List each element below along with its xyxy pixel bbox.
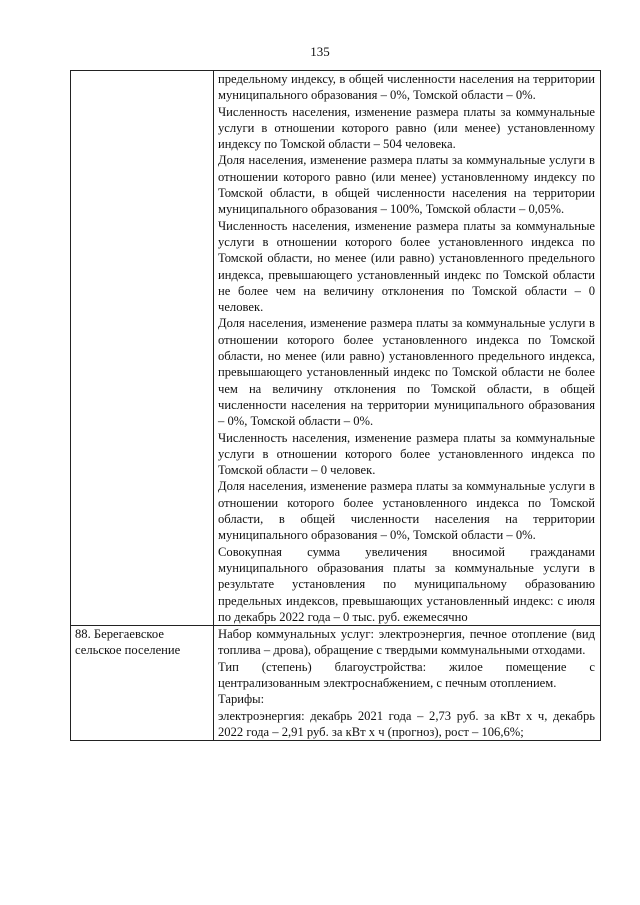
paragraph: Тип (степень) благоустройства: жилое помещение с централизованным электроснабжением, с печным отоплением.	[218, 659, 595, 690]
description-cell	[214, 626, 601, 741]
municipality-cell	[71, 71, 214, 626]
paragraph: предельному индексу, в общей численности населения на территории муниципального образования – 0%, Томской области – 0%.	[218, 72, 595, 103]
description-cell	[214, 71, 601, 626]
paragraph: Набор коммунальных услуг: электроэнергия, печное отопление (вид топлива – дрова), обращение с твердыми коммунальными отходами.	[218, 627, 595, 658]
paragraph: Доля населения, изменение размера платы за коммунальные услуги в отношении которого равно (или менее) установленному индексу по Томской области, в общей численности населения на территории муниципального образования – 100%, Томской области – 0,05%.	[218, 153, 595, 217]
page-number: 135	[310, 44, 330, 59]
paragraph: Численность населения, изменение размера платы за коммунальные услуги в отношении которого более установленного индекса по Томской области – 0 человек.	[218, 430, 595, 478]
paragraph: Численность населения, изменение размера платы за коммунальные услуги в отношении которого более установленного индекса по Томской области, но менее (или равно) установленного предельного индекса, превышающего установленный индекс по Томской области не более чем на величину отклонения по Томской области – 0 человек.	[218, 218, 595, 315]
paragraph: Тарифы:	[218, 692, 265, 707]
paragraph: электроэнергия: декабрь 2021 года – 2,73 руб. за кВт x ч, декабрь 2022 года – 2,91 руб. за кВт x ч (прогноз), рост – 106,6%;	[218, 708, 595, 739]
table-row	[71, 71, 601, 626]
table-row	[71, 626, 601, 741]
document-table	[70, 70, 601, 741]
paragraph: Доля населения, изменение размера платы за коммунальные услуги в отношении которого более установленного индекса по Томской области, в общей численности населения на территории муниципального образования – 0%, Томской области – 0%.	[218, 479, 595, 543]
paragraph: Совокупная сумма увеличения вносимой гражданами муниципального образования платы за коммунальные услуги в результате установления по муниципальному образованию предельных индексов, превышающих установленный индекс: с июля по декабрь 2022 года – 0 тыс. руб. ежемесячно	[218, 544, 595, 624]
paragraph: Доля населения, изменение размера платы за коммунальные услуги в отношении которого более установленного индекса по Томской области, но менее (или равно) установленного предельного индекса, превышающего установленный индекс по Томской области не более чем на величину отклонения по Томской области, в общей численности населения на территории муниципального образования – 0%, Томской области – 0%.	[218, 316, 595, 429]
paragraph: Численность населения, изменение размера платы за коммунальные услуги в отношении которого равно (или менее) установленному индексу по Томской области – 504 человека.	[218, 104, 595, 152]
municipality-cell: 88. Берегаевское сельское поселение	[71, 626, 214, 741]
